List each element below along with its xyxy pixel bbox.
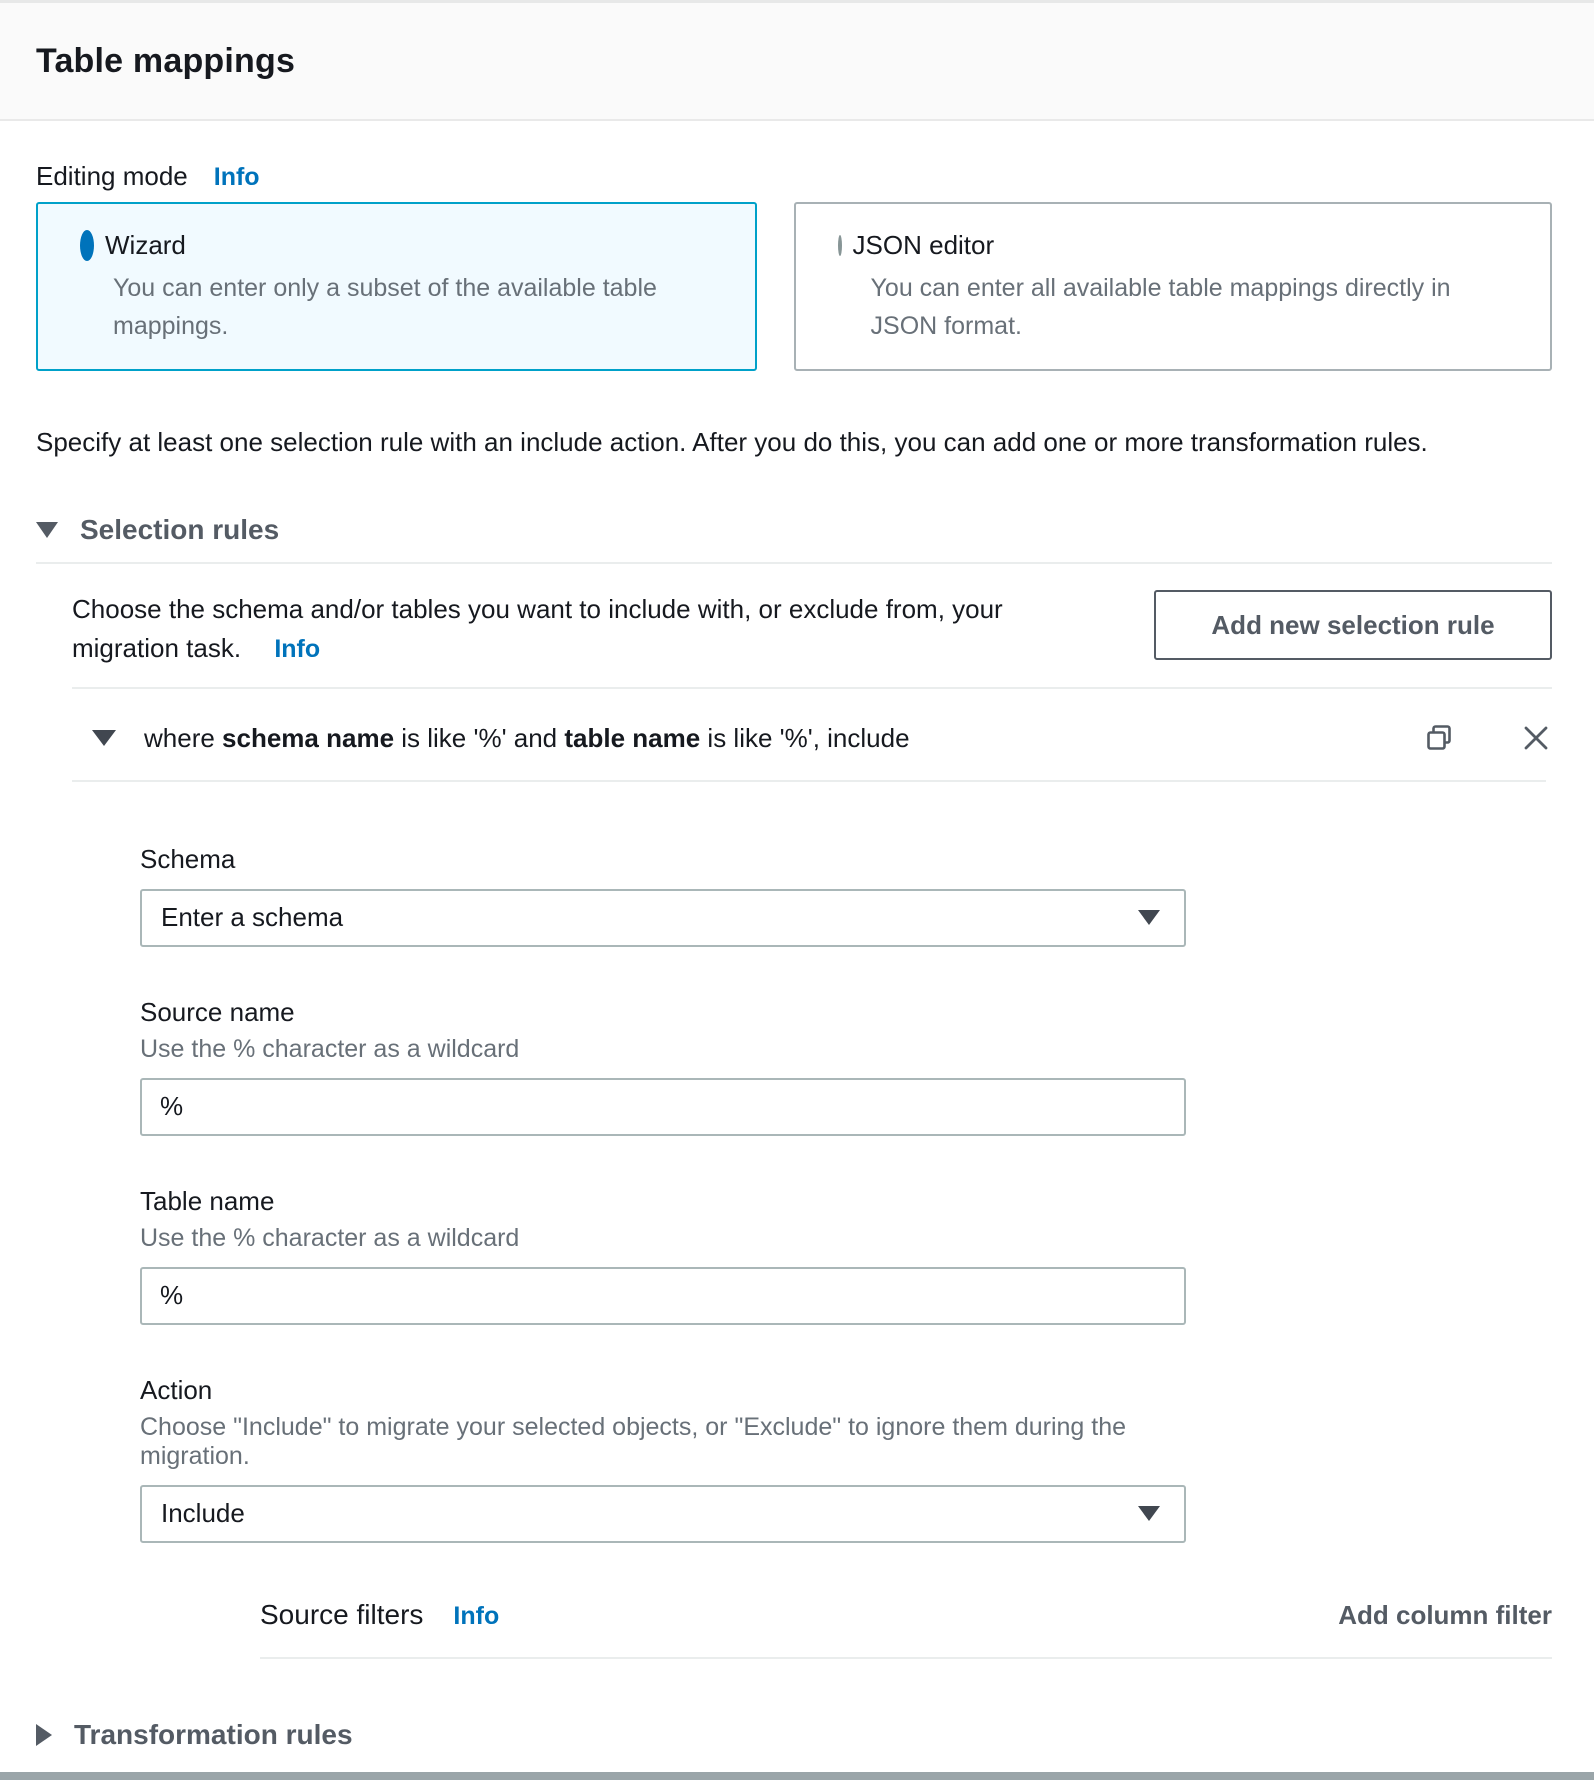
source-name-field-group [140,997,1186,1136]
editing-mode-row [36,161,1552,192]
duplicate-rule-button[interactable] [1424,723,1454,753]
source-filters-divider [260,1657,1552,1659]
add-column-filter-button[interactable]: Add column filter [1338,1599,1552,1630]
schema-select[interactable] [140,889,1186,947]
action-label: Action [140,1374,213,1405]
editing-mode-cards [36,202,1552,371]
wizard-option-description: You can enter only a subset of the available table mappings. [113,274,657,340]
main-content [0,161,1594,1751]
action-select-value: Include [161,1498,245,1528]
json-editor-option-header [838,230,1522,261]
page-header [0,3,1594,121]
source-name-helper: Use the % character as a wildcard [140,1034,520,1063]
schema-label: Schema [140,843,236,874]
rule-form [140,844,1186,1543]
add-selection-rule-button[interactable]: Add new selection rule [1154,590,1552,660]
editing-mode-info-link[interactable]: Info [213,163,260,191]
rules-divider [72,687,1552,689]
transformation-rules-title: Transformation rules [74,1718,353,1750]
chevron-down-icon [36,522,58,538]
json-editor-option-card[interactable] [794,202,1552,371]
table-name-label: Table name [140,1185,275,1216]
wizard-option-header [80,230,727,261]
close-icon [1522,724,1550,752]
selection-rules-description-text: Choose the schema and/or tables you want to include with, or exclude from, your migration task. [72,594,1003,663]
caret-down-icon [1138,910,1160,925]
action-field-group [140,1375,1186,1543]
intro-text: Specify at least one selection rule with an include action. After you do this, you can add one or more transformation rules. [36,427,1428,457]
caret-down-icon [1138,1506,1160,1521]
rule-chevron-down-icon[interactable] [92,730,116,746]
rule-actions [1424,723,1552,753]
rule-summary: where schema name is like '%' and table name is like '%', include [144,722,910,753]
wizard-option-card[interactable] [36,202,757,371]
selection-rules-description [72,590,1072,669]
source-filters-row [260,1599,1552,1631]
copy-icon [1424,723,1454,753]
section-divider [36,562,1552,564]
action-helper: Choose "Include" to migrate your selected objects, or "Exclude" to ignore them during the migration. [140,1412,1127,1470]
json-editor-option-label[interactable]: JSON editor [852,230,995,260]
selection-rules-section-header[interactable] [36,514,1552,546]
page-title: Table mappings [36,41,296,80]
wizard-radio[interactable] [80,237,94,255]
table-name-field-group [140,1186,1186,1325]
wizard-option-label[interactable]: Wizard [105,230,186,260]
selection-rule-header [36,723,1552,754]
source-filters-title: Source filters [260,1598,424,1630]
action-select[interactable] [140,1485,1186,1543]
chevron-right-icon [36,1724,52,1746]
remove-rule-button[interactable] [1522,724,1550,752]
transformation-rules-section-header[interactable] [36,1719,1552,1751]
selection-rules-info-link[interactable]: Info [274,635,321,663]
schema-field-group [140,844,1186,947]
schema-select-value: Enter a schema [161,902,344,932]
selection-rules-toolbar [36,590,1552,669]
radio-unselected-icon [838,235,842,256]
selection-rules-title: Selection rules [80,514,280,545]
table-name-helper: Use the % character as a wildcard [140,1223,520,1252]
radio-selected-icon [80,230,94,261]
editing-mode-label: Editing mode [36,161,188,191]
rule-body-divider [72,780,1546,782]
source-name-label: Source name [140,996,295,1027]
source-filters-info-link[interactable]: Info [453,1601,500,1630]
json-editor-radio[interactable] [838,237,842,255]
source-name-input[interactable] [140,1078,1186,1136]
bottom-bar [0,1772,1594,1780]
table-name-input[interactable] [140,1267,1186,1325]
json-editor-option-description: You can enter all available table mappings directly in JSON format. [870,274,1451,340]
